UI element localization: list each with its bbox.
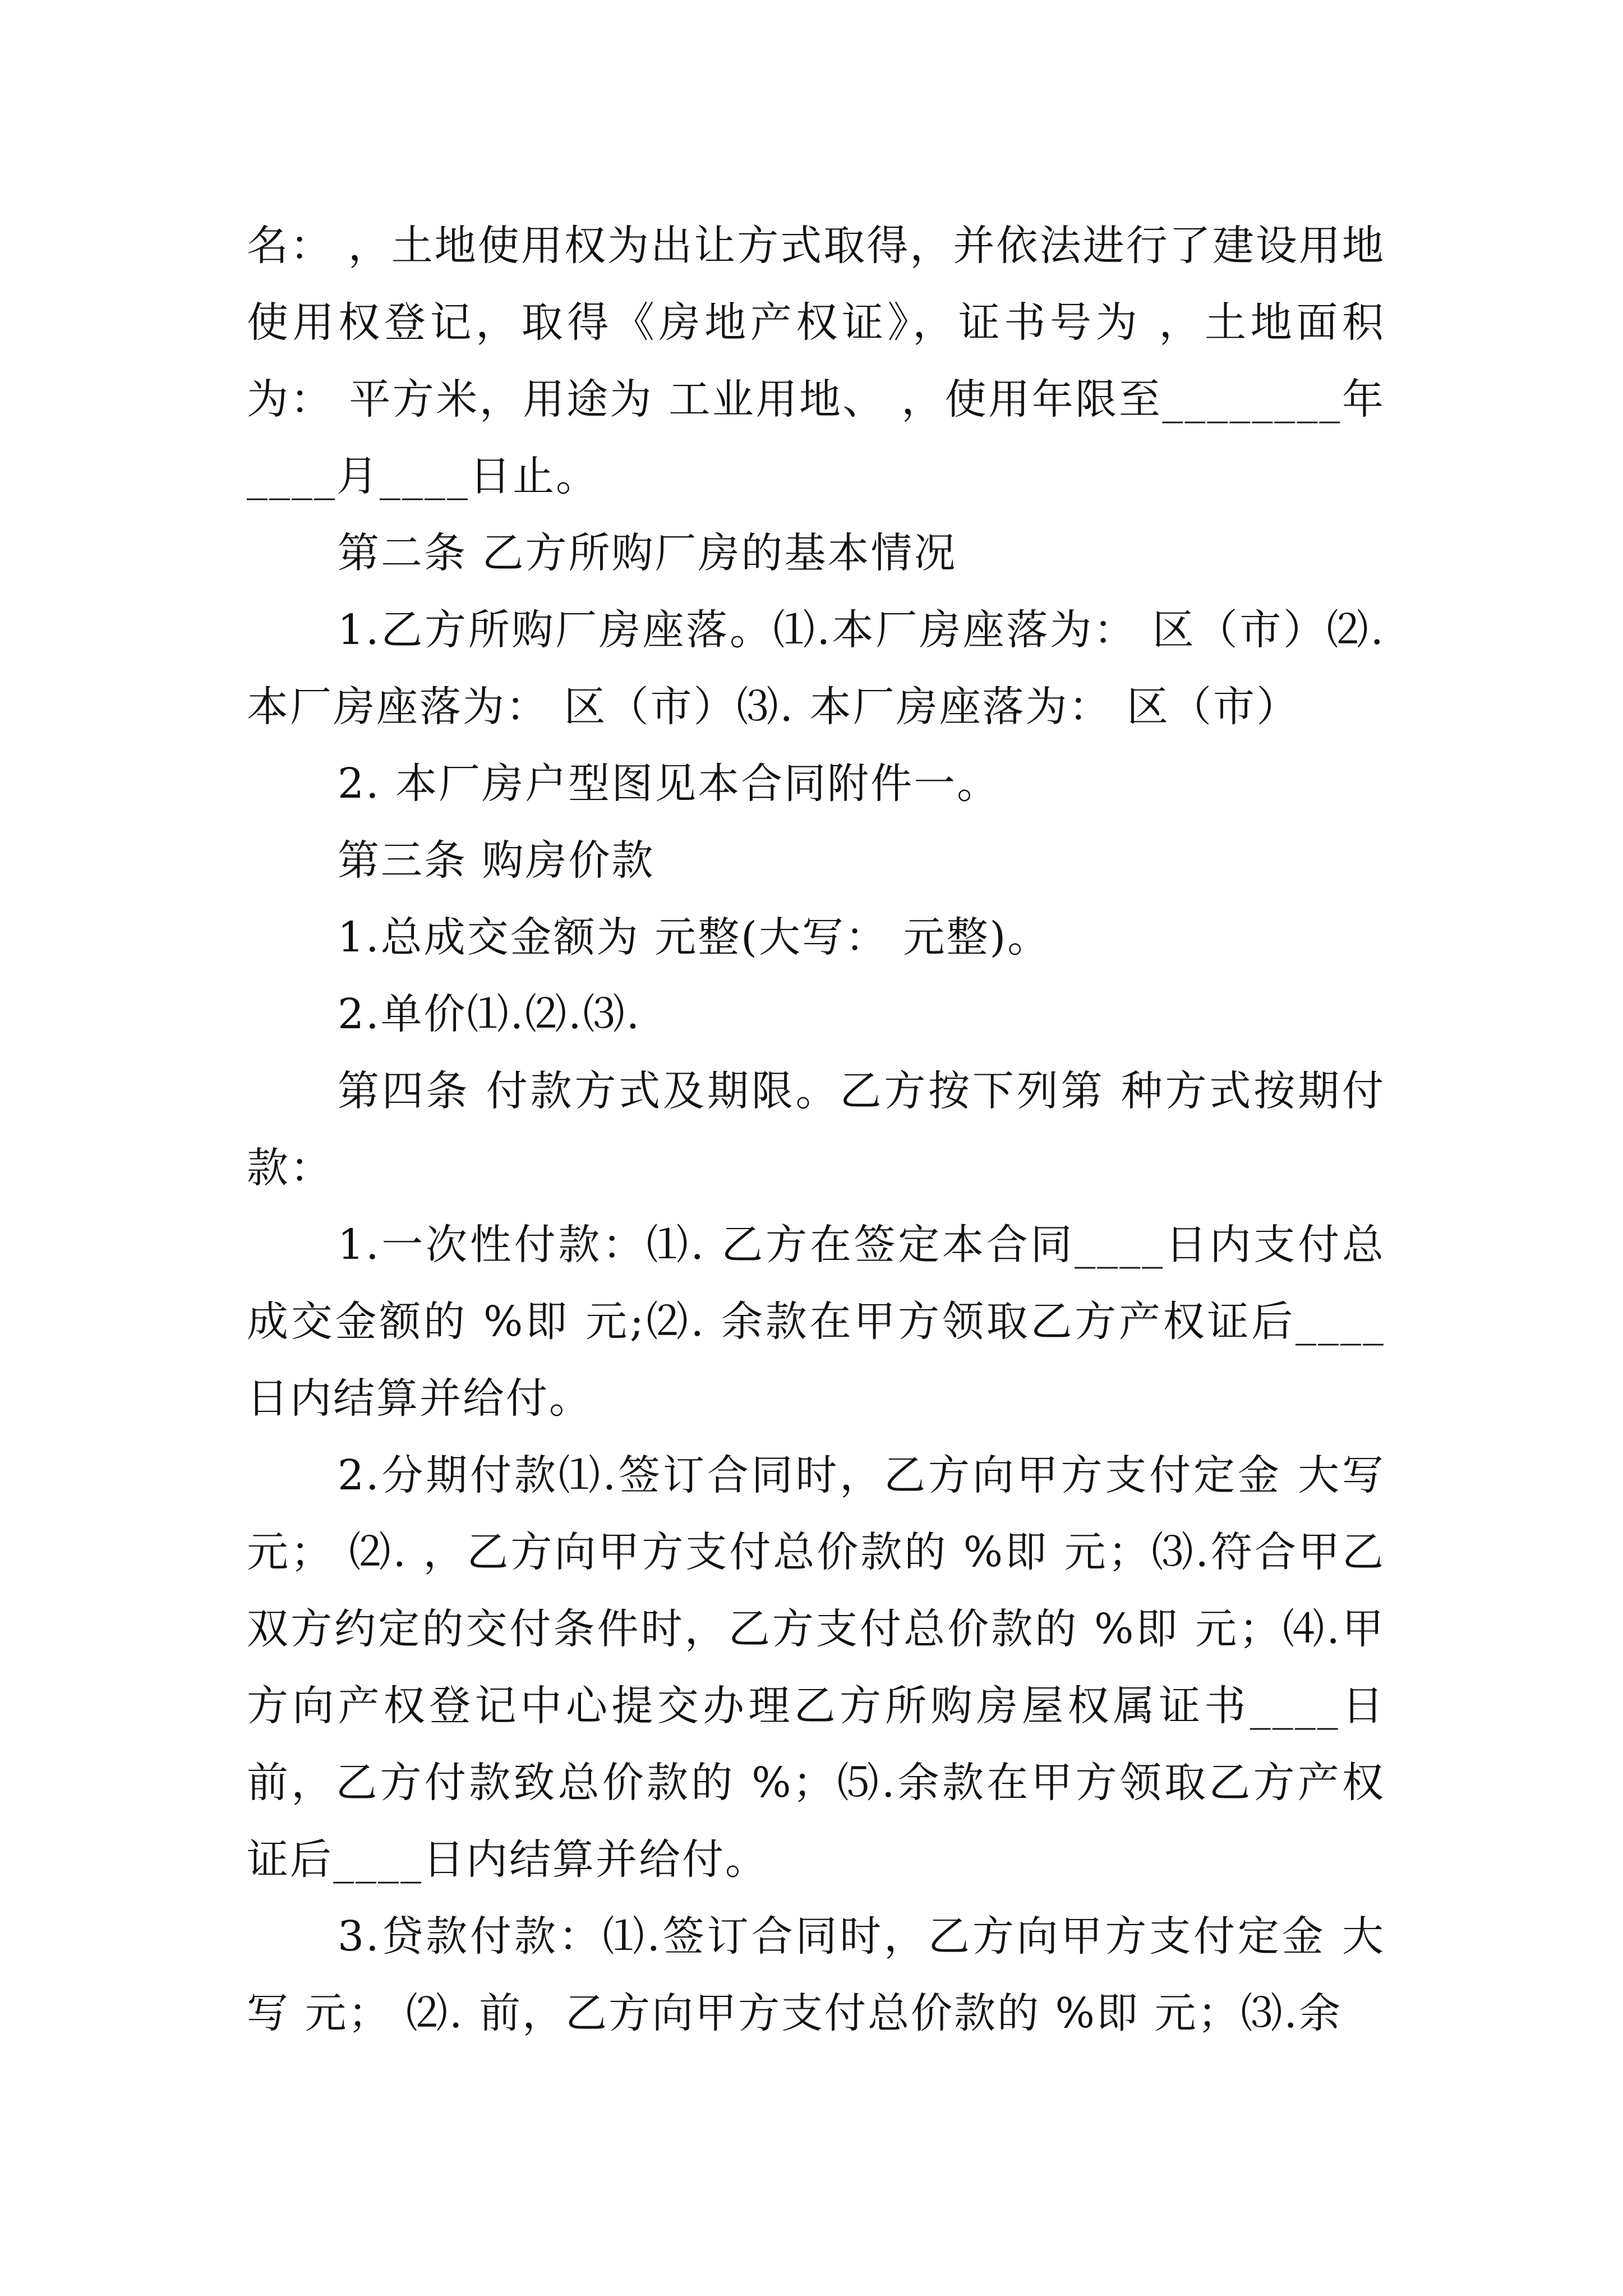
document-body	[247, 208, 1385, 2052]
article-4-payment-method: 第四条 付款方式及期限。乙方按下列第 种方式按期付款：	[247, 1067, 1385, 1192]
paragraph-lump-sum-payment: 1.一次性付款：⑴. 乙方在签定本合同____日内支付总成交金额的 %即 元;⑵. 余款在甲方领取乙方产权证后____日内结算并给付。	[247, 1221, 1385, 1423]
paragraph-factory-location: 1.乙方所购厂房座落。⑴.本厂房座落为： 区（市）⑵. 本厂房座落为： 区（市）⑶. 本厂房座落为： 区（市）	[247, 606, 1385, 731]
paragraph-unit-price: 2.单价⑴.⑵.⑶.	[338, 990, 642, 1038]
paragraph-loan-payment: 3.贷款付款：⑴.签订合同时，乙方向甲方支付定金 大写 元； ⑵. 前，乙方向甲方支付总价款的 %即 元；⑶.余	[247, 1912, 1385, 2037]
paragraph-land-use-right: 名： ，土地使用权为出让方式取得，并依法进行了建设用地使用权登记，取得《房地产权证》，证书号为 ，土地面积为： 平方米，用途为 工业用地、 ，使用年限至________年____月____日止。	[247, 222, 1385, 500]
article-2-heading: 第二条 乙方所购厂房的基本情况	[338, 529, 957, 577]
article-3-heading: 第三条 购房价款	[338, 836, 655, 885]
paragraph-floor-plan: 2. 本厂房户型图见本合同附件一。	[338, 760, 1000, 808]
paragraph-installment-payment: 2.分期付款⑴.签订合同时，乙方向甲方支付定金 大写 元； ⑵. ，乙方向甲方支付总价款的 %即 元；⑶.符合甲乙双方约定的交付条件时，乙方支付总价款的 %即 元；⑷.甲方向产权登记中心提交办理乙方所购房屋权属证书____日前，乙方付款致总价款的 %；⑸.余款在甲方领取乙方产权证后____日内结算并给付。	[247, 1451, 1385, 1884]
paragraph-total-amount: 1.总成交金额为 元整(大写： 元整)。	[338, 913, 1051, 961]
